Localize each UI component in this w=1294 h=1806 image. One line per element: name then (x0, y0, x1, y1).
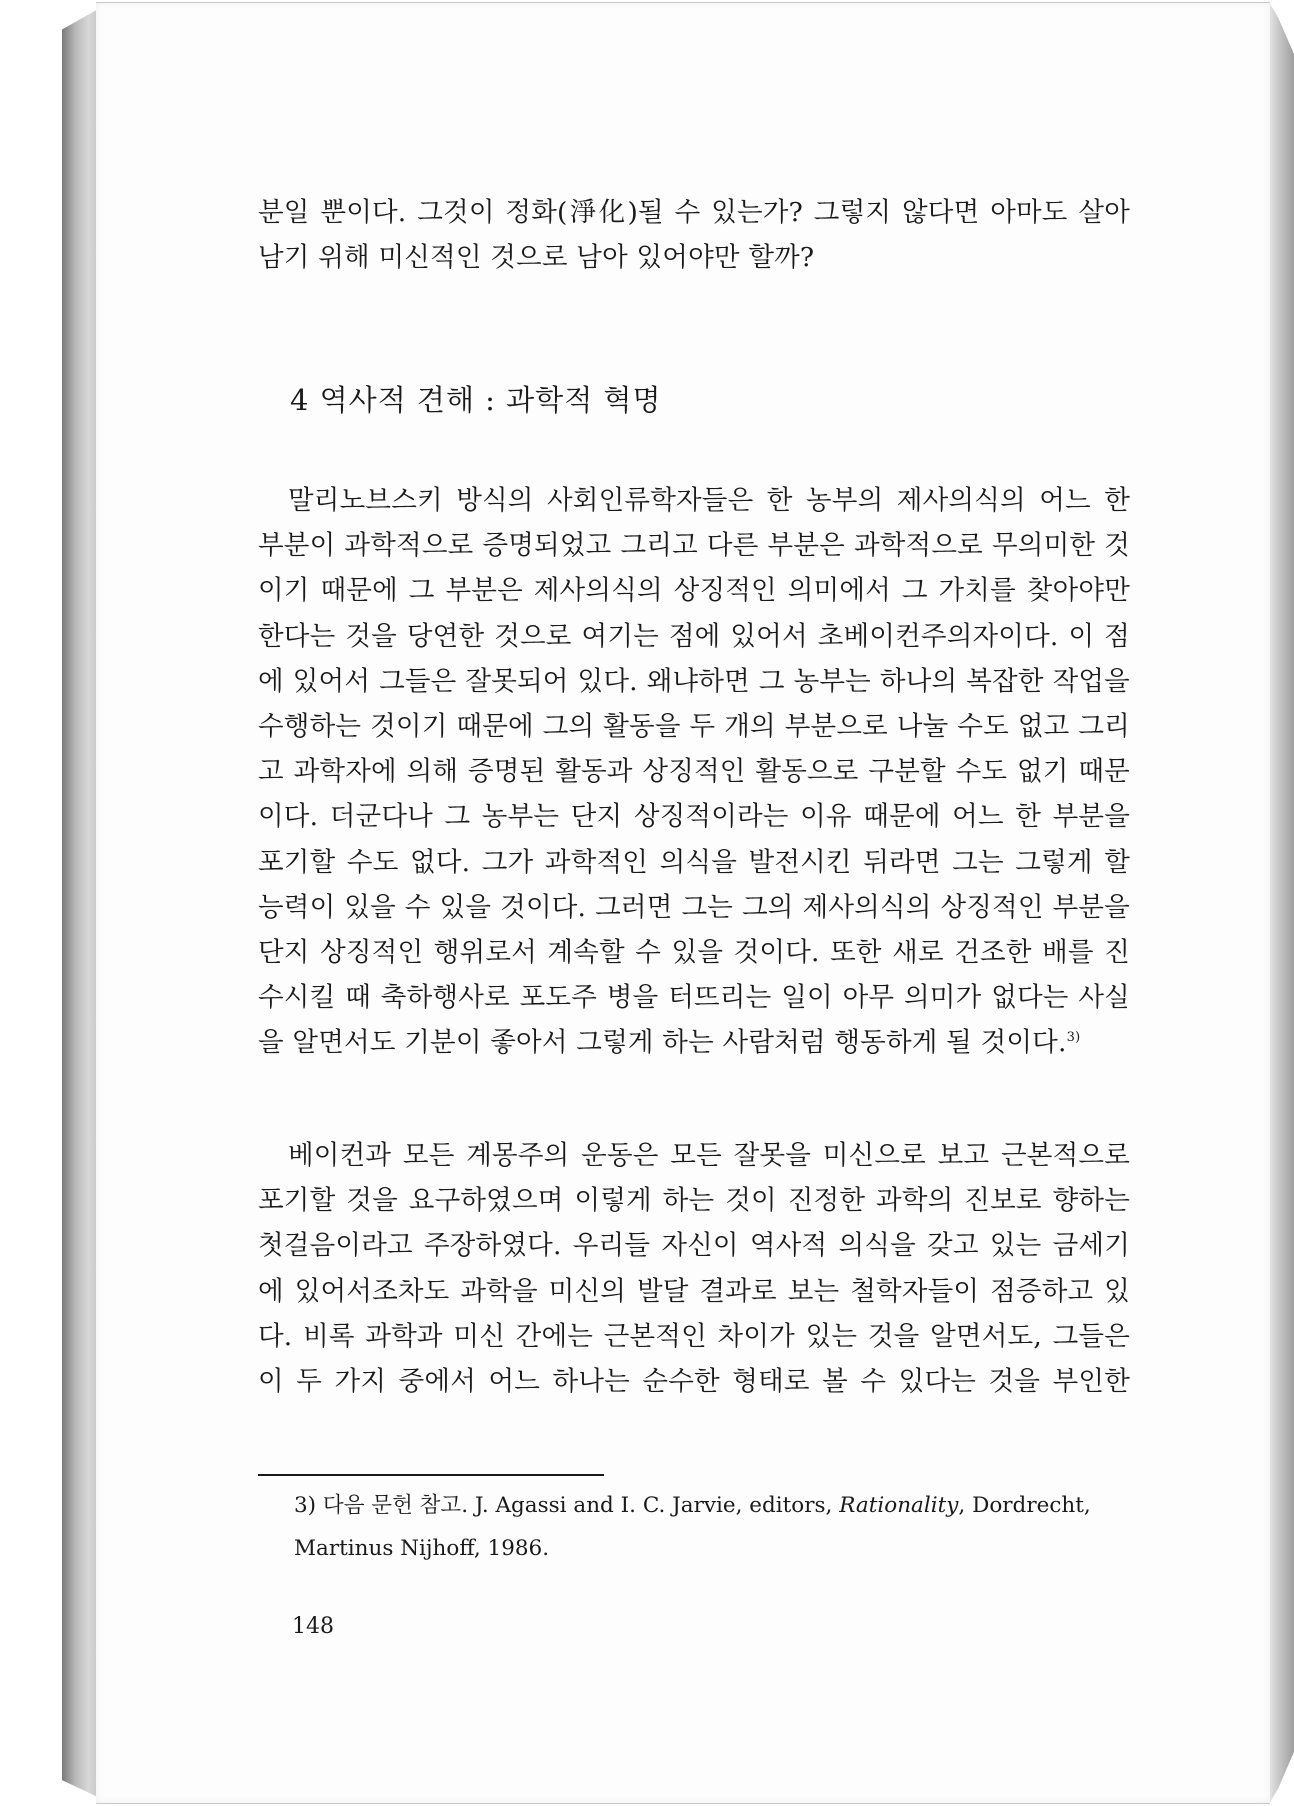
footnote-rest: , Dordrecht, Martinus Nijhoff, 1986. (294, 1493, 1091, 1561)
footnote-prefix: 다음 문헌 참고. (322, 1493, 469, 1518)
footnote-marker: 3) (294, 1493, 317, 1518)
footnote-divider (258, 1474, 604, 1476)
top-paragraph (258, 190, 1130, 280)
paragraph-1-text: 말리노브스키 방식의 사회인류학자들은 한 농부의 제사의식의 어느 한 부분이 과학적으로 증명되었고 그리고 다른 부분은 과학적으로 무의미한 것이기 때문에 그 부분은 제사의식의 상징적인 의미에서 그 가치를 찾아야만 한다는 것을 당연한 것으로 여기는 점에 있어서 초베이컨주의자이다. 이 점에 있어서 그들은 잘못되어 있다. 왜냐하면 그 농부는 하나의 복잡한 작업을 수행하는 것이기 때문에 그의 활동을 두 개의 부분으로 나눌 수도 없고 그리고 과학자에 의해 증명된 활동과 상징적인 활동으로 구분할 수도 없기 때문이다. 더군다나 그 농부는 단지 상징적이라는 이유 때문에 어느 한 부분을 포기할 수도 없다. 그가 과학적인 의식을 발전시킨 뒤라면 그는 그렇게 할 능력이 있을 수 있을 것이다. 그러면 그는 그의 제사의식의 상징적인 부분을 단지 상징적인 행위로서 계속할 수 있을 것이다. 또한 새로 건조한 배를 진수시킬 때 축하행사로 포도주 병을 터뜨리는 일이 아무 의미가 없다는 사실을 알면서도 기분이 좋아서 그렇게 하는 사람처럼 행동하게 될 것이다. (258, 485, 1130, 1059)
paragraph-2-text: 베이컨과 모든 계몽주의 운동은 모든 잘못을 미신으로 보고 근본적으로 포기할 것을 요구하였으며 이렇게 하는 것이 진정한 과학의 진보로 향하는 첫걸음이라고 주장하였다. 우리들 자신이 역사적 의식을 갖고 있는 금세기에 있어서조차도 과학을 미신의 발달 결과로 보는 철학자들이 점증하고 있다. 비록 과학과 미신 간에는 근본적인 차이가 있는 것을 알면서도, 그들은 이 두 가지 중에서 어느 하나는 순수한 형태로 볼 수 있다는 것을 부인한 (258, 1140, 1130, 1398)
paragraph-1 (258, 478, 1130, 1066)
paragraph-2 (258, 1133, 1130, 1404)
footnote-reference: 3) (1066, 1030, 1081, 1046)
book-page-edge (1268, 0, 1294, 1806)
footnote (294, 1484, 1130, 1570)
footnote-title: Rationality (839, 1493, 959, 1518)
section-heading: 4 역사적 견해 : 과학적 혁명 (290, 383, 662, 417)
footnote-authors: J. Agassi and I. C. Jarvie, editors, (474, 1493, 833, 1518)
top-paragraph-text: 분일 뿐이다. 그것이 정화(淨化)될 수 있는가? 그렇지 않다면 아마도 살아 남기 위해 미신적인 것으로 남아 있어야만 할까? (258, 197, 1130, 274)
book-spine-edge (62, 8, 100, 1798)
page-number: 148 (292, 1614, 334, 1639)
